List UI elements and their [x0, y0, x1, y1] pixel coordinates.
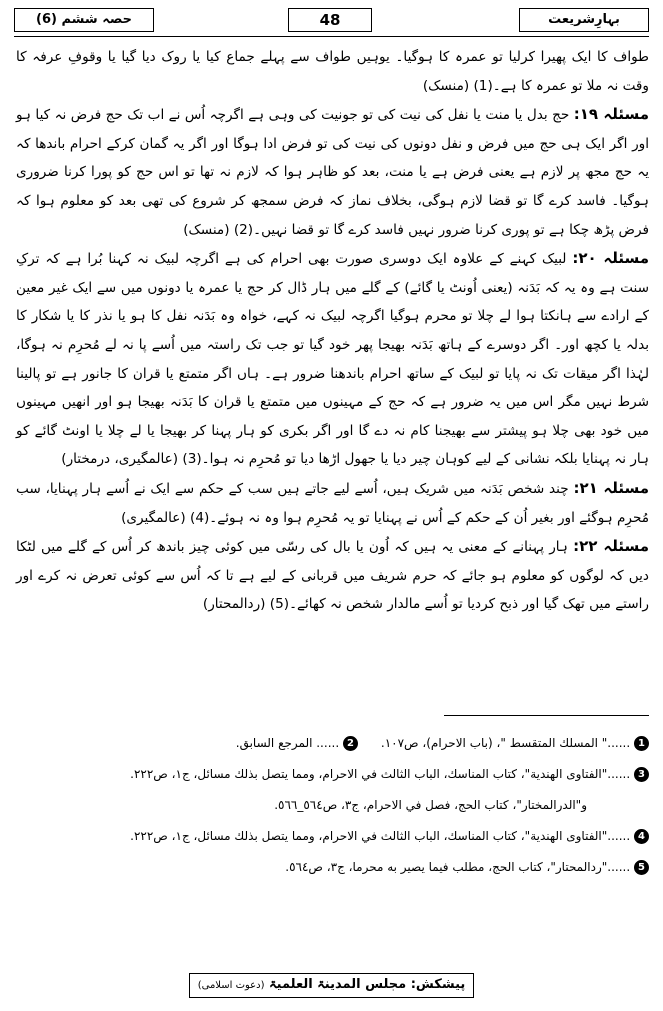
- footnote-text: ......"ردالمحتار"، كتاب الحج، مطلب فيما يصير به محرما، ج٣، ص٥٦٤.: [285, 860, 631, 874]
- issue-label: مسئلہ ٢٢:: [573, 537, 650, 556]
- section-label: حصہ ششم (6): [14, 8, 154, 32]
- paragraph: [16, 244, 649, 474]
- issue-label: مسئلہ ٢٠:: [572, 249, 650, 268]
- header-rule: [14, 36, 649, 37]
- publisher-box: [189, 973, 475, 998]
- footnote: [16, 821, 649, 852]
- footnote-number: 5: [634, 860, 649, 875]
- footnote-number: 2: [343, 736, 358, 751]
- page-footer: [0, 973, 663, 998]
- footnote-number: 3: [634, 767, 649, 782]
- issue-label: مسئلہ ٢١:: [573, 478, 650, 497]
- footnote-text: ......" المسلك المتقسط "، (باب الاحرام)، ص١٠٧.: [380, 736, 631, 750]
- book-title: بہارِشریعت: [519, 8, 649, 32]
- footnotes: [16, 728, 649, 883]
- paragraph-text: ہار پہنانے کے معنی یہ ہیں کہ اُون یا بال کی رسّی میں کوئی چیز باندھ کر اُس کے گلے میں لٹکا دیں کہ لوگوں کو معلوم ہو جائے کہ حرم شریف میں قربانی کے لیے ہے تا کہ اُس سے کوئی تعرض نہ کرے اور راستے میں تھک گیا اور ذبح کردیا تو اُسے مالدار شخص نہ کھائے۔(5) (ردالمحتار): [16, 539, 649, 613]
- footnote-number: 1: [634, 736, 649, 751]
- footnote: [16, 728, 649, 759]
- publisher-sub: (دعوت اسلامی): [197, 980, 265, 991]
- paragraph: [16, 474, 649, 532]
- footnote: [16, 790, 649, 821]
- paragraph-text: لبیک کہنے کے علاوہ ایک دوسری صورت بھی احرام کی ہے اگرچہ لبیک نہ کہنا بُرا ہے کہ ترکِ سنت ہے وہ یہ کہ بَدَنہ (یعنی اُونٹ یا گائے) کے گلے میں ہار ڈال کر حج یا عمرہ یا دونوں میں سے ایک غیر معین کے ارادے سے ہانکتا ہوا لے چلا تو محرم ہوگیا اگرچہ لبیک نہ کہے، خواہ وہ بَدَنہ نفل کا ہو یا نذر کا یا شکار کا بدلہ یا کچھ اور۔ اگر دوسرے کے ہاتھ بَدَنہ بھیجا پھر خود گیا تو جب تک راستہ میں اُسے پا نہ لے مُحرِم نہ ہوگا، لہٰذا اگر میقات تک نہ پایا تو لبیک کے ساتھ احرام باندھنا ضرور ہے۔ ہاں اگر متمتع یا قران کا جانور ہے تو پالینا شرط نہیں مگر اس میں یہ ضرور ہے کہ حج کے مہینوں میں متمتع یا قران کا بَدَنہ بھیجا ہو اور انھیں مہینوں میں خود بھی چلا ہو پیشتر سے بھیجنا کام نہ دے گا اور اگر بکری کو ہار پہنا کر بھیجا یا لے چلا یا اونٹ گائے کو ہار نہ پہنایا بلکہ نشانی کے لیے کوہان چیر دیا یا جھول اڑھا دیا تو مُحرِم نہ ہوا۔(3) (عالمگیری، درمختار): [16, 251, 649, 468]
- presenter-label: پیشکش:: [410, 977, 466, 992]
- footnote-text: و"الدرالمختار"، كتاب الحج، فصل في الاحرام، ج٣، ص٥٦٤_٥٦٦.: [274, 798, 587, 812]
- paragraph: [16, 532, 649, 619]
- footnote-separator: [444, 715, 649, 716]
- footnote-number: 4: [634, 829, 649, 844]
- issue-label: مسئلہ ١٩:: [573, 105, 650, 124]
- page-header: [14, 8, 649, 32]
- main-text: [16, 42, 649, 619]
- paragraph-text: طواف کا ایک پھیرا کرلیا تو عمرہ کا ہوگیا۔ یوہیں طواف سے پہلے جماع کیا یا روک دیا گیا یا وقوفِ عرفہ کا وقت نہ ملا تو عمرہ کا ہے۔(1) (منسک): [16, 49, 649, 94]
- publisher-name: مجلس المدینۃ العلمیۃ: [269, 977, 407, 992]
- footnote-text: ...... المرجع السابق.: [235, 736, 340, 750]
- paragraph: [16, 42, 649, 100]
- page-number: 48: [288, 8, 372, 32]
- footnote: [16, 852, 649, 883]
- footnote: [16, 759, 649, 790]
- footnote-text: ......"الفتاوى الهندية"، كتاب المناسك، الباب الثالث في الاحرام، ومما يتصل بذلك مسائل، ج١، ص٢٢٢.: [130, 829, 631, 843]
- paragraph: [16, 100, 649, 244]
- footnote-text: ......"الفتاوى الهندية"، كتاب المناسك، الباب الثالث في الاحرام، ومما يتصل بذلك مسائل، ج١، ص٢٢٢.: [130, 767, 631, 781]
- paragraph-text: حج بدل یا منت یا نفل کی نیت کی تو جونیت کی وہی ہے اگرچہ اُس نے اب تک حج فرض نہ کیا ہو اور اگر ایک ہی حج میں فرض و نفل دونوں کی نیت کی تو فرض ادا ہوگا اور اگر یہ گمان کرکے احرام باندھا کہ یہ حج مجھ پر لازم ہے یعنی فرض ہے یا منت، بعد کو ظاہر ہوا کہ لازم نہ تھا تو اس حج کو پورا کرنا ضروری ہوگیا۔ فاسد کرے گا تو قضا لازم ہوگی، بخلاف نماز کہ فرض سمجھ کر شروع کی تھی بعد کو معلوم ہوا کہ فرض پڑھ چکا ہے تو پوری کرنا ضرور نہیں فاسد کرے گا تو قضا نہیں۔(2) (منسک): [16, 107, 649, 238]
- paragraph-text: چند شخص بَدَنہ میں شریک ہیں، اُسے لیے جاتے ہیں سب کے حکم سے ایک نے اُسے ہار پہنایا، سب مُحرِم ہوگئے اور بغیر اُن کے حکم کے اُس نے پہنایا تو یہ مُحرِم ہوا وہ نہ ہوئے۔(4) (عالمگیری): [16, 480, 649, 526]
